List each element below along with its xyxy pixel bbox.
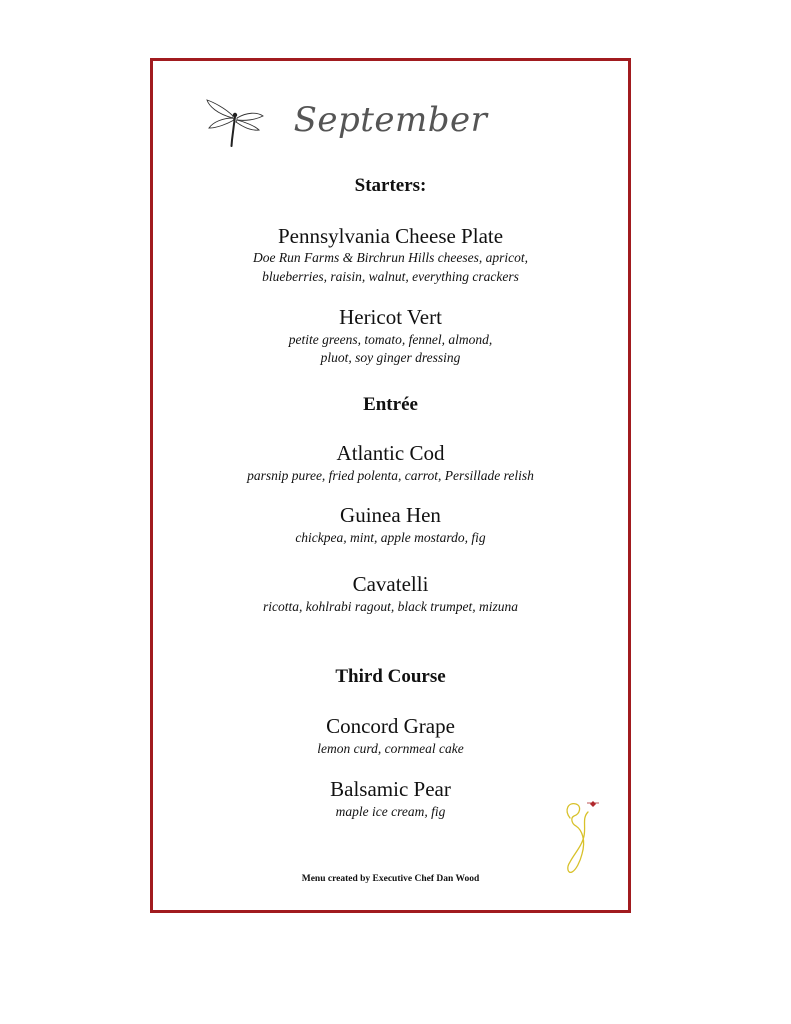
section-heading-entree: Entrée bbox=[363, 394, 418, 415]
section-heading-third-course: Third Course bbox=[335, 666, 446, 687]
dish-name: Concord Grape bbox=[326, 714, 455, 738]
menu-title: September bbox=[293, 100, 488, 140]
dish-description: maple ice cream, fig bbox=[335, 804, 446, 819]
dish-description: petite greens, tomato, fennel, almond, bbox=[288, 332, 493, 347]
section-heading-starters: Starters: bbox=[354, 175, 427, 196]
dish-description: chickpea, mint, apple mostardo, fig bbox=[295, 530, 486, 545]
dish-name: Hericot Vert bbox=[339, 305, 442, 329]
dish-description: parsnip puree, fried polenta, carrot, Persillade relish bbox=[247, 468, 534, 483]
dish-name: Balsamic Pear bbox=[330, 777, 451, 801]
monogram-logo bbox=[560, 796, 608, 876]
dish-description: lemon curd, cornmeal cake bbox=[317, 741, 464, 756]
dish-description: ricotta, kohlrabi ragout, black trumpet, mizuna bbox=[263, 599, 518, 614]
dish-name: Atlantic Cod bbox=[336, 441, 445, 465]
dish-description: blueberries, raisin, walnut, everything crackers bbox=[262, 269, 519, 284]
chef-credit: Menu created by Executive Chef Dan Wood bbox=[301, 874, 480, 884]
dish-description: pluot, soy ginger dressing bbox=[320, 350, 461, 365]
dish-name: Cavatelli bbox=[352, 572, 429, 596]
dish-name: Guinea Hen bbox=[340, 503, 441, 527]
dish-name: Pennsylvania Cheese Plate bbox=[277, 224, 504, 248]
dish-description: Doe Run Farms & Birchrun Hills cheeses, apricot, bbox=[252, 250, 529, 265]
